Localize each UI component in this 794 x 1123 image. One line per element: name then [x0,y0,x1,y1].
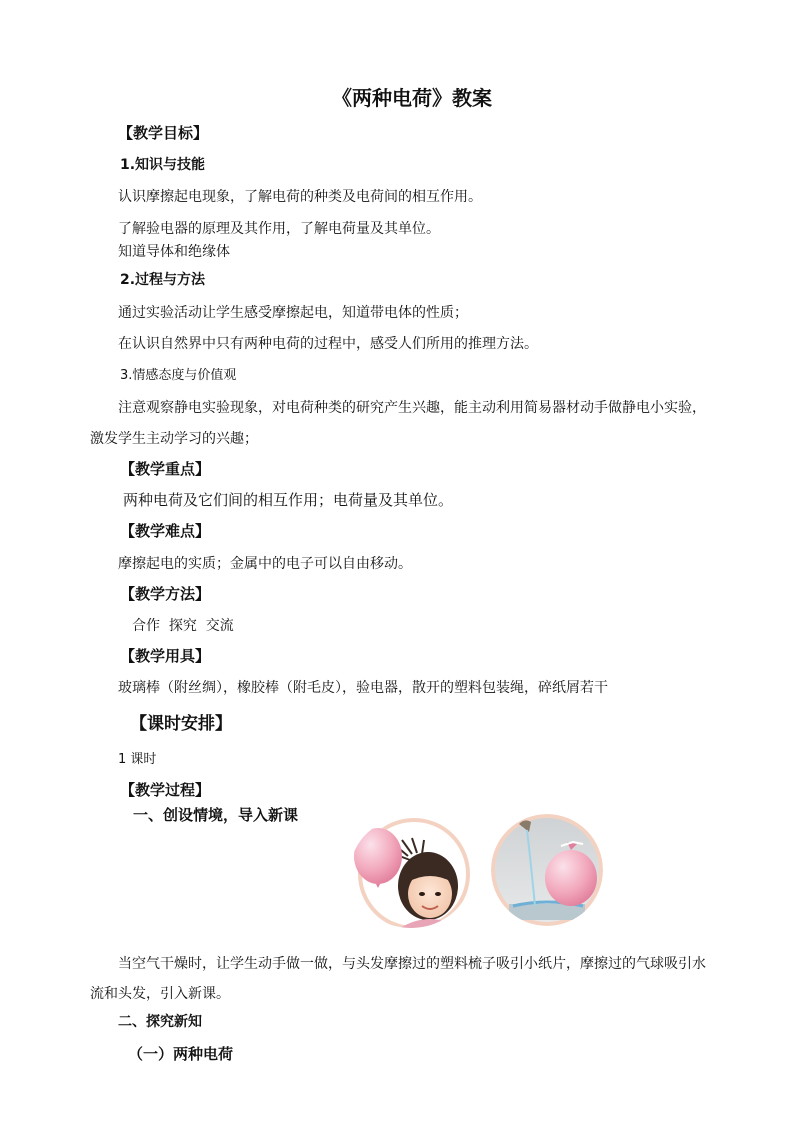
text-line: 了解验电器的原理及其作用，了解电荷量及其单位。 [118,221,440,237]
balloon-water-stream-photo [491,814,603,926]
part1-heading: 一、创设情境，导入新课 [133,806,299,824]
methods-text: 合作 探究 交流 [132,618,234,634]
subheading-process-methods: 2.过程与方法 [120,272,206,288]
section-heading-key-points: 【教学重点】 [120,460,211,478]
section-heading-tools: 【教学用具】 [120,647,211,665]
subheading-attitude-values: 3.情感态度与价值观 [120,368,237,383]
text-line: 认识摩擦起电现象，了解电荷的种类及电荷间的相互作用。 [118,189,482,205]
tools-text: 玻璃棒（附丝绸），橡胶棒（附毛皮），验电器，散开的塑料包装绳，碎纸屑若干 [118,680,608,696]
text-line: 知道导体和绝缘体 [118,244,230,260]
balloon-water-stream-illustration [491,814,603,926]
part2-heading: 二、探究新知 [118,1014,202,1030]
subheading-knowledge-skills: 1.知识与技能 [120,157,206,173]
girl-balloon-hair-illustration [350,816,472,928]
key-points-text: 两种电荷及它们间的相互作用；电荷量及其单位。 [123,491,454,509]
section-heading-schedule: 【课时安排】 [130,714,232,734]
page-title: 《两种电荷》教案 [332,86,492,110]
text-line: 通过实验活动让学生感受摩擦起电，知道带电体的性质； [118,305,468,321]
text-line: 注意观察静电实验现象，对电荷种类的研究产生兴趣，能主动利用简易器材动手做静电小实验， [118,400,706,416]
girl-balloon-hair-photo [350,816,472,928]
section-heading-teaching-goals: 【教学目标】 [118,124,209,142]
section-heading-difficulties: 【教学难点】 [120,522,211,540]
text-line: 激发学生主动学习的兴趣； [90,431,258,447]
text-line: 在认识自然界中只有两种电荷的过程中，感受人们所用的推理方法。 [118,336,538,352]
text-line: 流和头发，引入新课。 [90,986,230,1002]
sub1-heading: （一）两种电荷 [128,1045,234,1063]
text-line: 当空气干燥时，让学生动手做一做，与头发摩擦过的塑料梳子吸引小纸片，摩擦过的气球吸引水 [118,956,706,972]
schedule-text: 1 课时 [118,752,157,767]
section-heading-process: 【教学过程】 [120,781,211,799]
section-heading-methods: 【教学方法】 [120,585,211,603]
difficulties-text: 摩擦起电的实质；金属中的电子可以自由移动。 [118,556,412,572]
